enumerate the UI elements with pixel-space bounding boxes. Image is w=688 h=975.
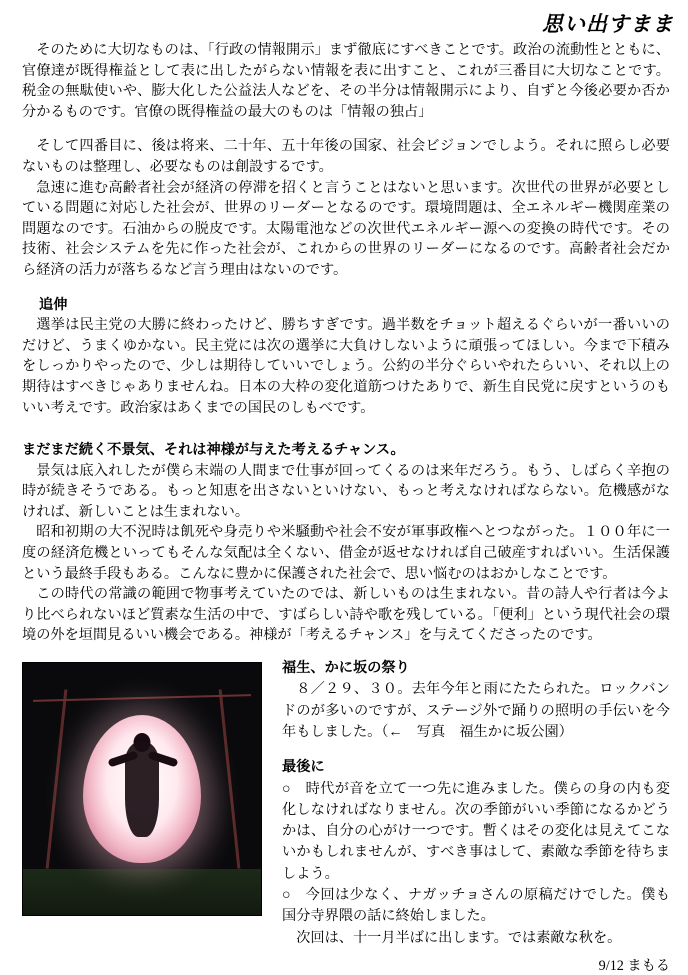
paragraph-3: 急速に進む高齢者社会が経済の停滞を招くと言うことはないと思います。次世代の世界が必要としている問題に対応した社会が、世界のリーダーとなるのです。環境問題は、全エネルギー機関産業の問題なのです。石油からの脱皮です。太陽電池などの次世代エネルギー源への変換の時代です。その技術、社会システムを先に作った社会が、これからの世界のリーダーになるのです。高齢者社会だから経済の活力が落ちるなど言う理由はないのです。 bbox=[22, 179, 670, 278]
lower-section bbox=[0, 658, 688, 949]
saigo-item-2-text: 今回は少なく、ナガッチョさんの原稿だけでした。僕も国分寺界隈の話に終始しました。 bbox=[282, 887, 670, 925]
photo-column bbox=[22, 658, 264, 916]
paragraph-1: そのために大切なものは、「行政の情報開示」まず徹底にすべきことです。政治の流動性とともに、官僚達が既得権益として表に出したがらない情報を表に出すこと、これが三番目に大切なことです。税金の無駄使いや、膨大化した公益法人などを、その半分は情報開示により、自ずと今後必要か否か分かるものです。官僚の既得権益の最大のものは「情報の独占」 bbox=[22, 42, 670, 120]
heading-fukeiki: まだまだ続く不景気、それは神様が与えた考えるチャンス。 bbox=[22, 442, 405, 459]
masthead-title: 思い出すまま bbox=[542, 11, 674, 36]
bullet-circle-icon: ○ bbox=[282, 780, 291, 797]
spacer bbox=[22, 122, 670, 136]
saigo-item-2 bbox=[282, 885, 670, 928]
spacer bbox=[22, 418, 670, 440]
paragraph-7: この時代の常識の範囲で物事考えていたのでは、新しいものは生まれない。昔の詩人や行者は今より比べられないほど質素な生活の中で、すばらしい詩や歌を残している。「便利」という現代社会の環境の外を垣間見るいい機会である。神様が「考えるチャンス」を与えてくださったのです。 bbox=[22, 586, 670, 644]
bullet-circle-icon: ○ bbox=[282, 887, 292, 903]
lower-text-column bbox=[264, 658, 670, 949]
photo-dancer-silhouette bbox=[125, 741, 159, 837]
spacer bbox=[282, 743, 670, 757]
heading-tsuishin: 追伸 bbox=[39, 296, 68, 313]
paragraph-5: 景気は底入れしたが僕ら末端の人間まで仕事が回ってくるのは来年だろう。もう、しばらく辛抱の時が続きそうである。もっと知恵を出さないといけない、もっと考えなければならない。危機感がなければ、新しいことは生まれない。 bbox=[22, 462, 670, 520]
saigo-item-1-text: 時代が音を立て一つ先に進みました。僕らの身の内も変化しなければなりません。次の季節がいい季節になるかどうかは、自分の心がけ一つです。暫くはその変化は見えてこないかもしれませんが、すべき事はして、素敵な季節を待ちましよう。 bbox=[282, 780, 670, 882]
paragraph-2: そして四番目に、後は将来、二十年、五十年後の国家、社会ビジョンでしよう。それに照らし必要ないものは整理し、必要なものは創設するです。 bbox=[22, 138, 670, 175]
paragraph-6: 昭和初期の大不況時は飢死や身売りや米騒動や社会不安が軍事政権へとつながった。１００年に一度の経済危機といってもそんな気配は全くない、借金が返せなければ自己破産すればいい。生活保護という最終手段もある。こんなに豊かに保護された社会で、思い悩むのはおかしなことです。 bbox=[22, 524, 670, 582]
main-article bbox=[0, 40, 688, 646]
matsuri-paragraph: ８／２９、３０。去年今年と雨にたたられた。ロックバンドのが多いのですが、ステージ外で踊りの照明の手伝いを今年もしました。（← 写真 福生かに坂公園） bbox=[282, 681, 670, 740]
paragraph-4: 選挙は民主党の大勝に終わったけど、勝ちすぎです。過半数をチョット超えるぐらいが一番いいのだけど、うまくゆかない。民主党には次の選挙に大負けしないように頑張ってほしい。今まで下積みをしっかりやったので、少しは期待していいでしょう。公約の半分ぐらいやれたらいい、それ以上の期待はすべきじゃありませんね。日本の大枠の変化道筋つけたありで、新生自民党に戻すというのもいい考えです。政治家はあくまでの国民のしもべです。 bbox=[22, 317, 670, 416]
saigo-item-3: 次回は、十一月半ばに出します。では素敵な秋を。 bbox=[296, 929, 622, 946]
signature: 9/12 まもる bbox=[598, 957, 670, 974]
spacer bbox=[22, 281, 670, 295]
saigo-item-1 bbox=[282, 779, 670, 885]
heading-matsuri: 福生、かに坂の祭り bbox=[282, 660, 410, 677]
photo-ground bbox=[23, 869, 261, 915]
festival-photo bbox=[22, 662, 262, 916]
heading-saigo: 最後に bbox=[282, 759, 325, 776]
